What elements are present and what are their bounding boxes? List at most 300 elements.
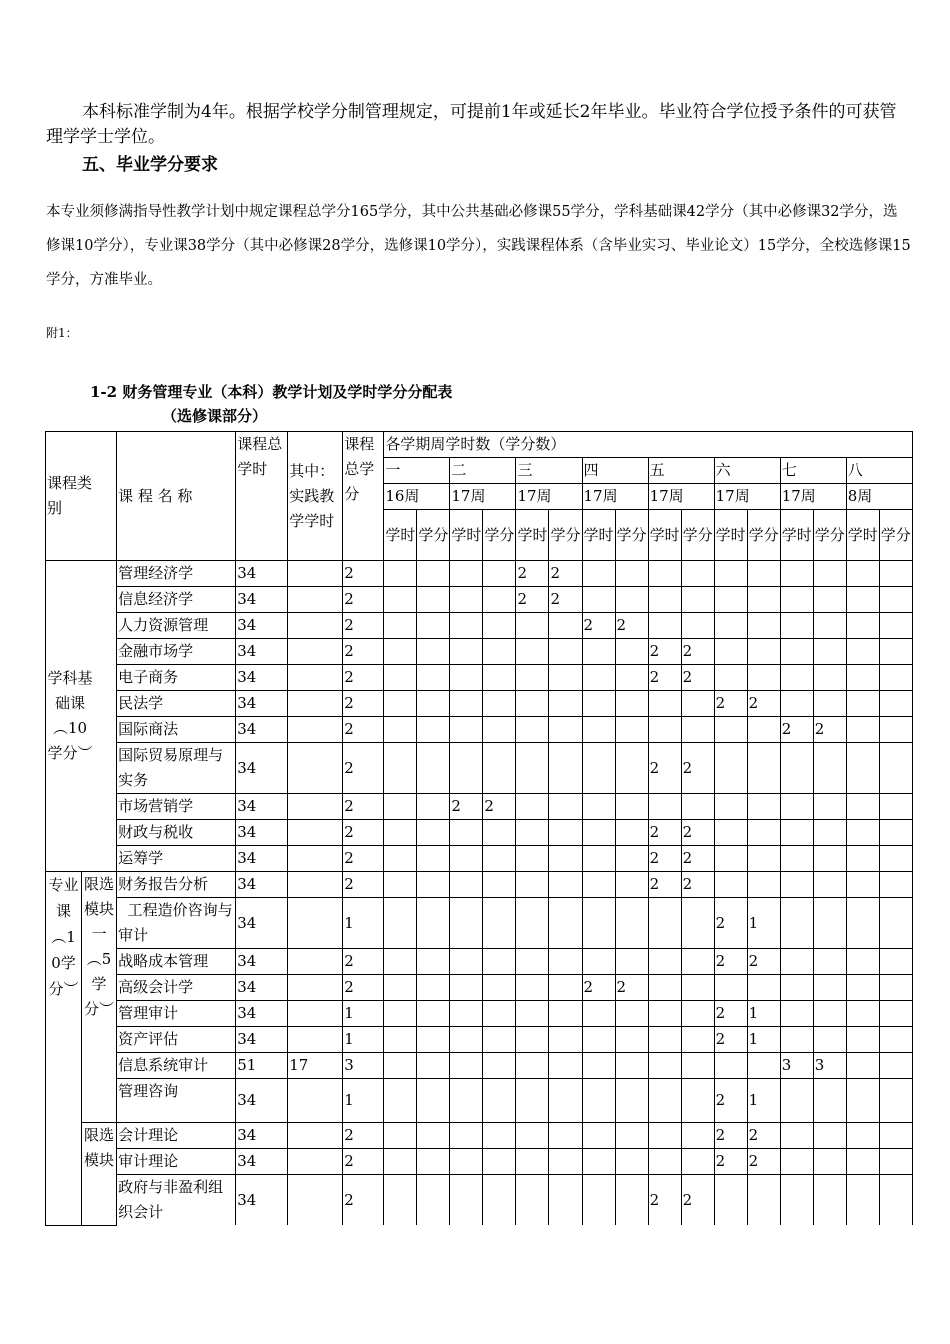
- semester-4-credits: [615, 639, 648, 665]
- semester-3-credits: 2: [549, 561, 582, 587]
- semester-4-hours: [582, 743, 615, 794]
- semester-6-hours: [714, 743, 747, 794]
- semester-3-credits: 2: [549, 587, 582, 613]
- credits-label-semester-4: 学分: [615, 510, 648, 561]
- header-total-hours: 课程总学时: [236, 432, 288, 561]
- semester-8-credits: [879, 1175, 912, 1226]
- semester-5-hours: [648, 794, 681, 820]
- semester-3-hours: [516, 1053, 549, 1079]
- semester-3-credits: [549, 613, 582, 639]
- semester-7-credits: [813, 691, 846, 717]
- semester-2-hours: [450, 820, 483, 846]
- semester-8-credits: [879, 1001, 912, 1027]
- credits-label-semester-5: 学分: [681, 510, 714, 561]
- semester-8-hours: [846, 1001, 879, 1027]
- semester-5-hours: [648, 587, 681, 613]
- course-practice-hours: [288, 820, 343, 846]
- semester-7-credits: [813, 1175, 846, 1226]
- semester-8-hours: [846, 1149, 879, 1175]
- semester-7-credits: [813, 665, 846, 691]
- semester-8-credits: [879, 1149, 912, 1175]
- semester-7-hours: 3: [780, 1053, 813, 1079]
- semester-4-hours: [582, 872, 615, 898]
- semester-3-credits: [549, 1149, 582, 1175]
- semester-7-hours: [780, 743, 813, 794]
- semester-5-hours: [648, 1001, 681, 1027]
- table-row: [46, 1149, 913, 1175]
- semester-8-hours: [846, 587, 879, 613]
- semester-2-hours: [450, 846, 483, 872]
- course-name: 管理经济学: [117, 561, 236, 587]
- semester-8-credits: [879, 561, 912, 587]
- semester-7-credits: [813, 1079, 846, 1123]
- course-total-hours: 34: [236, 872, 288, 898]
- semester-1-hours: [384, 1079, 417, 1123]
- semester-1-hours: [384, 820, 417, 846]
- semester-2-credits: [483, 743, 516, 794]
- course-practice-hours: [288, 794, 343, 820]
- table-row: [46, 1175, 913, 1226]
- semester-6-credits: 2: [747, 1123, 780, 1149]
- semester-6-credits: [747, 820, 780, 846]
- semester-1-hours: [384, 665, 417, 691]
- semester-3-hours: [516, 794, 549, 820]
- course-name: 财务报告分析: [117, 872, 236, 898]
- semester-2-credits: [483, 613, 516, 639]
- semester-2-credits: [483, 691, 516, 717]
- semester-2-credits: [483, 898, 516, 949]
- semester-8-hours: [846, 975, 879, 1001]
- course-total-hours: 34: [236, 561, 288, 587]
- semester-7-credits: [813, 613, 846, 639]
- semester-6-hours: 2: [714, 898, 747, 949]
- course-total-hours: 34: [236, 639, 288, 665]
- table-row: [46, 1079, 913, 1123]
- course-total-hours: 34: [236, 975, 288, 1001]
- semester-1-credits: [417, 1123, 450, 1149]
- semester-5-hours: [648, 561, 681, 587]
- semester-1-hours: [384, 1149, 417, 1175]
- semester-3-hours: 2: [516, 587, 549, 613]
- course-name: 国际贸易原理与实务: [117, 743, 236, 794]
- semester-8-credits: [879, 639, 912, 665]
- credits-label-semester-7: 学分: [813, 510, 846, 561]
- course-practice-hours: [288, 949, 343, 975]
- semester-6-credits: [747, 846, 780, 872]
- category-basic: 学科基础课︵10学分︶: [46, 561, 117, 872]
- hours-label-semester-3: 学时: [516, 510, 549, 561]
- semester-8-credits: [879, 691, 912, 717]
- semester-4-credits: [615, 587, 648, 613]
- credit-requirement-paragraph: 本专业须修满指导性教学计划中规定课程总学分165学分，其中公共基础必修课55学分，学科基础课42学分（其中必修课32学分，选修课10学分），专业课38学分（其中必修课28学分，选修课10学分），实践课程体系（含毕业实习、毕业论文）15学分，全校选修课15学分，方准毕业。: [46, 204, 911, 288]
- semester-8-hours: [846, 1175, 879, 1226]
- semester-6-hours: [714, 1175, 747, 1226]
- semester-3-hours: [516, 691, 549, 717]
- semester-7-hours: [780, 1175, 813, 1226]
- table-row: [46, 872, 913, 898]
- semester-6-credits: [747, 665, 780, 691]
- semester-8-hours: [846, 794, 879, 820]
- semester-1-credits: [417, 820, 450, 846]
- semester-6-credits: 2: [747, 949, 780, 975]
- semester-7-credits: [813, 898, 846, 949]
- semester-2-credits: [483, 1175, 516, 1226]
- module-2: 限选模块: [82, 1123, 117, 1226]
- semester-3-hours: [516, 1149, 549, 1175]
- semester-4-credits: [615, 820, 648, 846]
- semester-1-hours: [384, 561, 417, 587]
- course-total-credits: 2: [343, 639, 384, 665]
- semester-1-hours: [384, 872, 417, 898]
- semester-6-hours: [714, 794, 747, 820]
- semester-5-credits: [681, 794, 714, 820]
- semester-6-hours: [714, 872, 747, 898]
- semester-4-credits: [615, 1027, 648, 1053]
- course-name: 运筹学: [117, 846, 236, 872]
- semester-6-hours: 2: [714, 949, 747, 975]
- semester-1-hours: [384, 743, 417, 794]
- semester-8-credits: [879, 820, 912, 846]
- intro-paragraph: 本科标准学制为4年。根据学校学分制管理规定，可提前1年或延长2年毕业。毕业符合学位授予条件的可获管理学学士学位。: [46, 102, 897, 147]
- semester-1-credits: [417, 1001, 450, 1027]
- weeks-semester-8: 8周: [846, 484, 912, 510]
- semester-4-credits: [615, 949, 648, 975]
- semester-2-hours: [450, 1149, 483, 1175]
- semester-3-credits: [549, 665, 582, 691]
- course-total-hours: 34: [236, 1149, 288, 1175]
- course-total-credits: 2: [343, 794, 384, 820]
- course-practice-hours: [288, 1175, 343, 1226]
- semester-1-credits: [417, 975, 450, 1001]
- semester-3-credits: [549, 794, 582, 820]
- semester-1-hours: [384, 794, 417, 820]
- table-row: [46, 639, 913, 665]
- table-row: [46, 665, 913, 691]
- table-row: [46, 587, 913, 613]
- semester-8-hours: [846, 613, 879, 639]
- semester-1-credits: [417, 691, 450, 717]
- course-practice-hours: [288, 1123, 343, 1149]
- course-total-credits: 1: [343, 1079, 384, 1123]
- course-total-credits: 2: [343, 1175, 384, 1226]
- semester-7-credits: [813, 639, 846, 665]
- semester-3-hours: [516, 846, 549, 872]
- module-1: 限选模块一︵5学分︶: [82, 872, 117, 1123]
- course-practice-hours: [288, 975, 343, 1001]
- semester-2-credits: [483, 717, 516, 743]
- course-total-hours: 34: [236, 794, 288, 820]
- course-name: 信息经济学: [117, 587, 236, 613]
- semester-7-hours: [780, 872, 813, 898]
- course-total-credits: 2: [343, 846, 384, 872]
- table-row: [46, 975, 913, 1001]
- semester-2-credits: [483, 561, 516, 587]
- course-total-hours: 34: [236, 949, 288, 975]
- semester-1-credits: [417, 949, 450, 975]
- semester-8: 八: [846, 458, 912, 484]
- semester-8-credits: [879, 717, 912, 743]
- course-total-credits: 1: [343, 898, 384, 949]
- semester-7-hours: [780, 1149, 813, 1175]
- semester-8-credits: [879, 1079, 912, 1123]
- semester-1-credits: [417, 898, 450, 949]
- semester-2-hours: [450, 1079, 483, 1123]
- semester-3-hours: 2: [516, 561, 549, 587]
- semester-6-credits: 2: [747, 1149, 780, 1175]
- course-name: 电子商务: [117, 665, 236, 691]
- semester-3-hours: [516, 665, 549, 691]
- semester-2-credits: [483, 1027, 516, 1053]
- semester-8-hours: [846, 846, 879, 872]
- semester-4-credits: [615, 1053, 648, 1079]
- course-total-hours: 51: [236, 1053, 288, 1079]
- course-total-credits: 2: [343, 587, 384, 613]
- semester-3-hours: [516, 975, 549, 1001]
- course-total-credits: 2: [343, 743, 384, 794]
- semester-4-hours: [582, 1001, 615, 1027]
- semester-8-credits: [879, 949, 912, 975]
- semester-4-credits: [615, 561, 648, 587]
- course-practice-hours: [288, 717, 343, 743]
- semester-1-credits: [417, 1149, 450, 1175]
- semester-6-credits: [747, 717, 780, 743]
- course-name: 资产评估: [117, 1027, 236, 1053]
- semester-4-credits: [615, 1149, 648, 1175]
- semester-6-credits: 1: [747, 1027, 780, 1053]
- appendix-label: 附1：: [46, 326, 78, 340]
- hours-label-semester-2: 学时: [450, 510, 483, 561]
- semester-4-hours: [582, 898, 615, 949]
- course-name: 信息系统审计: [117, 1053, 236, 1079]
- semester-1-hours: [384, 949, 417, 975]
- semester-2-credits: [483, 949, 516, 975]
- semester-4-hours: [582, 639, 615, 665]
- course-name: 人力资源管理: [117, 613, 236, 639]
- semester-4-hours: [582, 820, 615, 846]
- course-total-hours: 34: [236, 665, 288, 691]
- course-name: 管理咨询: [117, 1079, 236, 1123]
- semester-7-credits: [813, 1123, 846, 1149]
- semester-5-hours: [648, 949, 681, 975]
- course-total-credits: 1: [343, 1027, 384, 1053]
- semester-1-hours: [384, 975, 417, 1001]
- semester-3-hours: [516, 743, 549, 794]
- semester-7-credits: [813, 794, 846, 820]
- semester-3-hours: [516, 1001, 549, 1027]
- semester-5-credits: [681, 613, 714, 639]
- semester-2-hours: [450, 561, 483, 587]
- table-row: [46, 691, 913, 717]
- semester-1-hours: [384, 1027, 417, 1053]
- semester-4-hours: [582, 1123, 615, 1149]
- semester-6-credits: [747, 561, 780, 587]
- semester-2-hours: [450, 898, 483, 949]
- weeks-semester-6: 17周: [714, 484, 780, 510]
- semester-7-hours: [780, 639, 813, 665]
- course-total-credits: 2: [343, 613, 384, 639]
- weeks-semester-3: 17周: [516, 484, 582, 510]
- semester-8-credits: [879, 898, 912, 949]
- semester-7-credits: [813, 743, 846, 794]
- semester-8-credits: [879, 1027, 912, 1053]
- semester-4-credits: [615, 1175, 648, 1226]
- course-name: 市场营销学: [117, 794, 236, 820]
- semester-6-hours: 2: [714, 1027, 747, 1053]
- hours-label-semester-8: 学时: [846, 510, 879, 561]
- course-name: 会计理论: [117, 1123, 236, 1149]
- semester-3-credits: [549, 820, 582, 846]
- semester-5-credits: [681, 975, 714, 1001]
- semester-6-credits: 2: [747, 691, 780, 717]
- semester-8-hours: [846, 639, 879, 665]
- semester-7-credits: 2: [813, 717, 846, 743]
- semester-5-hours: 2: [648, 743, 681, 794]
- semester-4-credits: 2: [615, 975, 648, 1001]
- semester-7-hours: [780, 1123, 813, 1149]
- semester-4-hours: [582, 1027, 615, 1053]
- teaching-plan-table: [45, 431, 913, 1226]
- semester-5-hours: 2: [648, 665, 681, 691]
- semester-5-credits: 2: [681, 846, 714, 872]
- course-total-credits: 1: [343, 1001, 384, 1027]
- weeks-semester-4: 17周: [582, 484, 648, 510]
- course-practice-hours: [288, 1001, 343, 1027]
- semester-7-hours: [780, 820, 813, 846]
- semester-5-hours: [648, 691, 681, 717]
- header-semester-group: 各学期周学时数（学分数）: [384, 432, 913, 458]
- semester-4-hours: [582, 587, 615, 613]
- semester-8-credits: [879, 743, 912, 794]
- semester-5-hours: 2: [648, 820, 681, 846]
- semester-6-credits: 1: [747, 898, 780, 949]
- course-total-credits: 2: [343, 975, 384, 1001]
- semester-1-credits: [417, 1079, 450, 1123]
- table-row: [46, 743, 913, 794]
- semester-6-hours: [714, 975, 747, 1001]
- course-total-credits: 2: [343, 665, 384, 691]
- semester-5-credits: [681, 1149, 714, 1175]
- course-total-hours: 34: [236, 1123, 288, 1149]
- semester-8-hours: [846, 665, 879, 691]
- course-practice-hours: [288, 691, 343, 717]
- semester-1-credits: [417, 613, 450, 639]
- semester-7-credits: [813, 872, 846, 898]
- semester-5: 五: [648, 458, 714, 484]
- semester-7-hours: [780, 975, 813, 1001]
- semester-1-hours: [384, 898, 417, 949]
- table-row: [46, 561, 913, 587]
- course-practice-hours: [288, 587, 343, 613]
- semester-2-credits: [483, 1149, 516, 1175]
- course-practice-hours: 17: [288, 1053, 343, 1079]
- semester-4-hours: 2: [582, 613, 615, 639]
- semester-4-credits: [615, 665, 648, 691]
- semester-8-hours: [846, 1027, 879, 1053]
- semester-7-credits: 3: [813, 1053, 846, 1079]
- semester-6-hours: [714, 587, 747, 613]
- semester-3-credits: [549, 1001, 582, 1027]
- semester-2-hours: [450, 639, 483, 665]
- semester-5-credits: [681, 1053, 714, 1079]
- semester-7-hours: [780, 898, 813, 949]
- semester-4-credits: [615, 898, 648, 949]
- hours-label-semester-7: 学时: [780, 510, 813, 561]
- semester-1-credits: [417, 743, 450, 794]
- semester-6-hours: [714, 846, 747, 872]
- semester-8-hours: [846, 872, 879, 898]
- semester-7-hours: 2: [780, 717, 813, 743]
- semester-7-credits: [813, 1001, 846, 1027]
- semester-4-credits: [615, 1079, 648, 1123]
- semester-7-hours: [780, 1001, 813, 1027]
- semester-2-hours: [450, 1001, 483, 1027]
- semester-1-hours: [384, 613, 417, 639]
- semester-3: 三: [516, 458, 582, 484]
- semester-6-hours: 2: [714, 1149, 747, 1175]
- semester-6-hours: [714, 665, 747, 691]
- course-total-hours: 34: [236, 820, 288, 846]
- semester-6: 六: [714, 458, 780, 484]
- semester-2-credits: [483, 1123, 516, 1149]
- semester-8-hours: [846, 1053, 879, 1079]
- hours-label-semester-4: 学时: [582, 510, 615, 561]
- semester-4-hours: 2: [582, 975, 615, 1001]
- semester-4: 四: [582, 458, 648, 484]
- course-practice-hours: [288, 1149, 343, 1175]
- semester-6-hours: [714, 561, 747, 587]
- semester-2-credits: [483, 587, 516, 613]
- table-row: [46, 1027, 913, 1053]
- header-course-name: 课 程 名 称: [117, 432, 236, 561]
- course-total-hours: 34: [236, 1175, 288, 1226]
- semester-1-credits: [417, 561, 450, 587]
- semester-8-hours: [846, 820, 879, 846]
- semester-5-credits: [681, 1001, 714, 1027]
- semester-3-credits: [549, 691, 582, 717]
- semester-4-credits: [615, 717, 648, 743]
- semester-4-credits: [615, 794, 648, 820]
- header-practice-hours: 其中：实践教学学时: [288, 432, 343, 561]
- semester-7-hours: [780, 691, 813, 717]
- semester-3-hours: [516, 1123, 549, 1149]
- semester-4-credits: [615, 1123, 648, 1149]
- semester-4-credits: [615, 846, 648, 872]
- course-name: 管理审计: [117, 1001, 236, 1027]
- header-total-credits: 课程总学分: [343, 432, 384, 561]
- course-practice-hours: [288, 1079, 343, 1123]
- semester-2-hours: [450, 613, 483, 639]
- semester-1-hours: [384, 691, 417, 717]
- semester-1-credits: [417, 794, 450, 820]
- semester-4-hours: [582, 1053, 615, 1079]
- semester-6-hours: 2: [714, 1001, 747, 1027]
- semester-6-credits: [747, 587, 780, 613]
- semester-7: 七: [780, 458, 846, 484]
- semester-1-hours: [384, 1123, 417, 1149]
- course-total-credits: 2: [343, 561, 384, 587]
- semester-2-hours: 2: [450, 794, 483, 820]
- semester-8-hours: [846, 1123, 879, 1149]
- semester-5-hours: [648, 717, 681, 743]
- table-row: [46, 846, 913, 872]
- semester-3-credits: [549, 639, 582, 665]
- semester-8-hours: [846, 949, 879, 975]
- semester-6-hours: [714, 639, 747, 665]
- course-practice-hours: [288, 1027, 343, 1053]
- semester-1-hours: [384, 846, 417, 872]
- semester-2-hours: [450, 743, 483, 794]
- course-name: 政府与非盈利组织会计: [117, 1175, 236, 1226]
